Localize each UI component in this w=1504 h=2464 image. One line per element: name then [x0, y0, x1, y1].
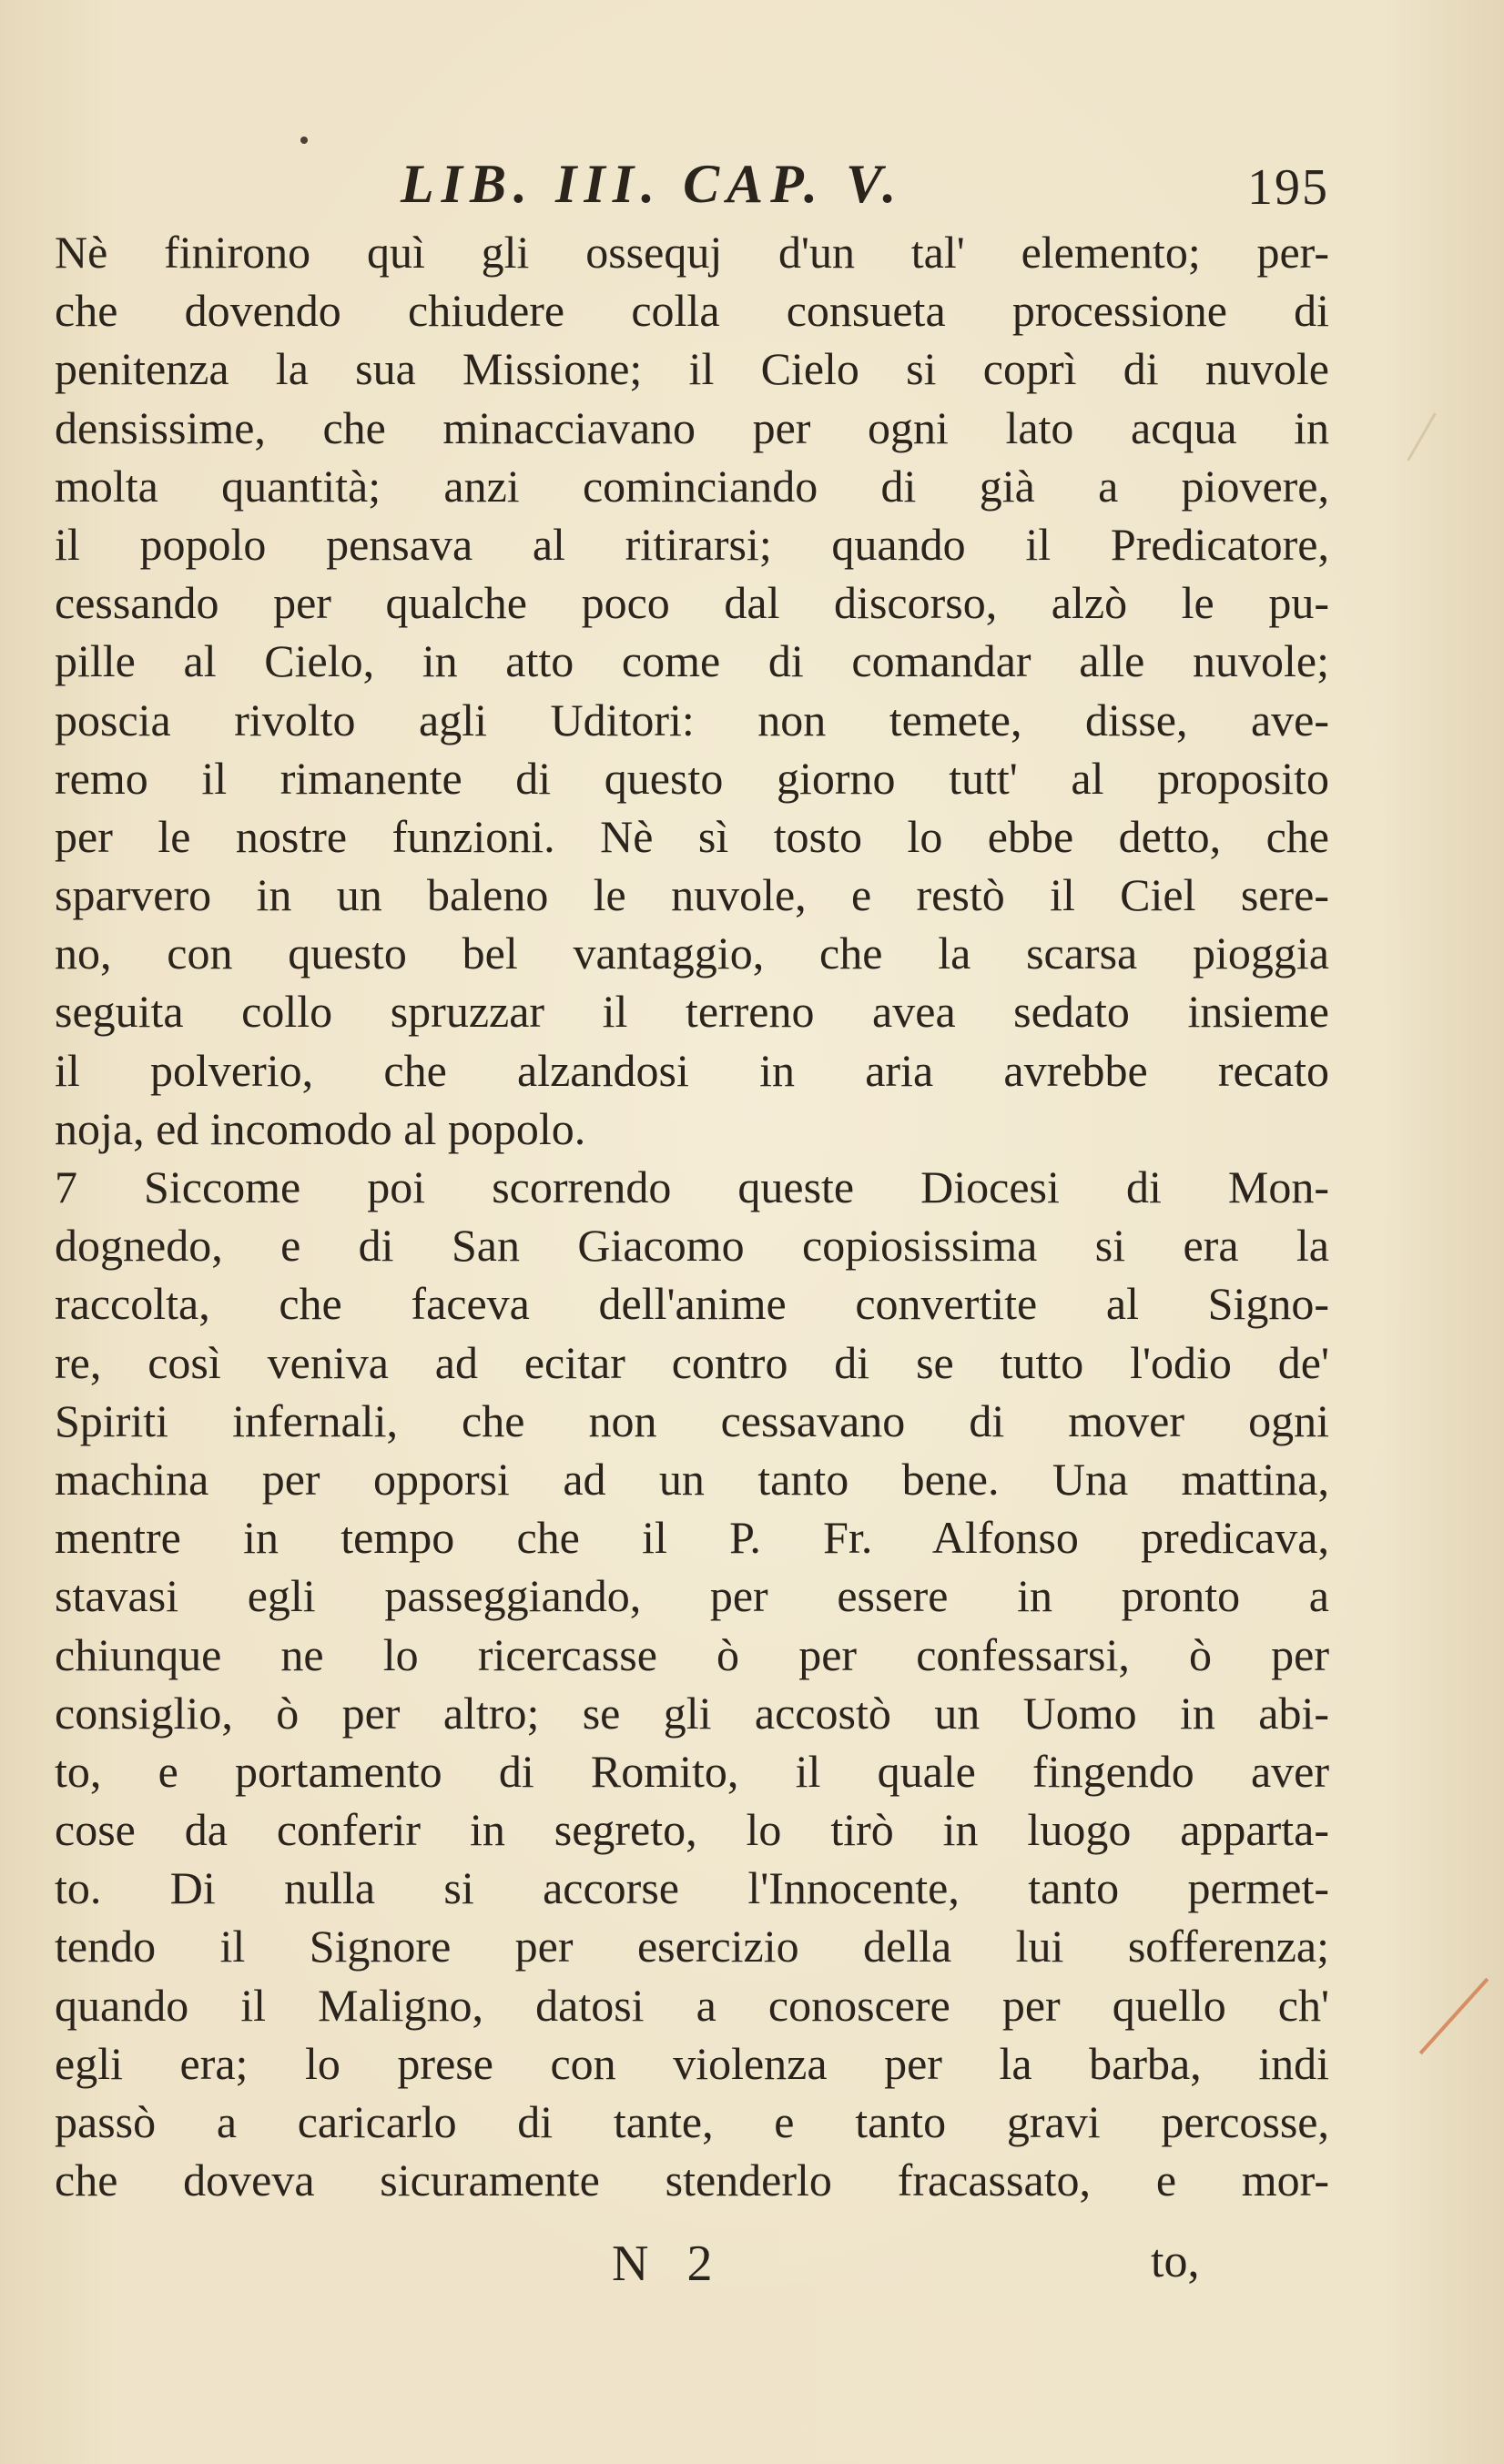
text-line: molta quantità; anzi cominciando di già a piovere, [55, 460, 1329, 512]
paper-mark [1407, 412, 1437, 461]
text-line: egli era; lo prese con violenza per la barba, indi [55, 2037, 1329, 2089]
text-line: tendo il Signore per esercizio della lui sofferenza; [55, 1921, 1329, 1972]
text-line: penitenza la sua Missione; il Cielo si coprì di nuvole [55, 343, 1329, 395]
text-line: Nè finirono quì gli ossequj d'un tal' elemento; per- [55, 227, 1329, 278]
text-line: Spiriti infernali, che non cessavano di mover ogni [55, 1394, 1329, 1446]
paragraph-start-line: 7 Siccome poi scorrendo queste Diocesi di Mon- [55, 1161, 1329, 1212]
text-line: raccolta, che faceva dell'anime convertite al Signo- [55, 1278, 1329, 1330]
text-line: machina per opporsi ad un tanto bene. Una mattina, [55, 1453, 1329, 1505]
body-text [55, 223, 1329, 2209]
text-line: che doveva sicuramente stenderlo fracassato, e mor- [55, 2155, 1329, 2206]
text-line: poscia rivolto agli Uditori: non temete, disse, ave- [55, 694, 1329, 745]
text-line: che dovendo chiudere colla consueta processione di [55, 285, 1329, 337]
text-line: densissime, che minacciavano per ogni lato acqua in [55, 401, 1329, 453]
text-line: seguita collo spruzzar il terreno avea sedato insieme [55, 986, 1329, 1038]
text-line: cessando per qualche poco dal discorso, alzò le pu- [55, 577, 1329, 629]
running-head [401, 153, 1357, 226]
page-number: 195 [1247, 159, 1329, 216]
text-line: pille al Cielo, in atto come di comandar alle nuvole; [55, 635, 1329, 687]
text-line: per le nostre funzioni. Nè sì tosto lo ebbe detto, che [55, 810, 1329, 862]
signature-mark: N 2 [612, 2236, 726, 2292]
text-line: to. Di nulla si accorse l'Innocente, tanto permet- [55, 1862, 1329, 1914]
text-line: stavasi egli passeggiando, per essere in pronto a [55, 1570, 1329, 1622]
text-line: mentre in tempo che il P. Fr. Alfonso predicava, [55, 1512, 1329, 1564]
text-line: consiglio, ò per altro; se gli accostò un Uomo in abi- [55, 1687, 1329, 1739]
text-line: passò a caricarlo di tante, e tanto gravi percosse, [55, 2096, 1329, 2147]
text-line: cose da conferir in segreto, lo tirò in luogo apparta- [55, 1804, 1329, 1856]
text-line: remo il rimanente di questo giorno tutt' al proposito [55, 752, 1329, 804]
catchword: to, [1151, 2236, 1200, 2287]
text-line: il polverio, che alzandosi in aria avrebbe recato [55, 1044, 1329, 1096]
text-line: no, con questo bel vantaggio, che la scarsa pioggia [55, 928, 1329, 979]
text-line: dognedo, e di San Giacomo copiosissima si era la [55, 1220, 1329, 1272]
text-line: chiunque ne lo ricercasse ò per confessarsi, ò per [55, 1628, 1329, 1680]
paragraph-end-line: noja, ed incomodo al popolo. [55, 1102, 586, 1154]
text-line: sparvero in un baleno le nuvole, e restò il Ciel sere- [55, 869, 1329, 921]
margin-pencil-mark [1419, 1978, 1489, 2054]
text-line: quando il Maligno, datosi a conoscere per quello ch' [55, 1979, 1329, 2031]
ink-dot [300, 137, 308, 144]
text-line: il popolo pensava al ritirarsi; quando il Predicatore, [55, 518, 1329, 570]
text-line: to, e portamento di Romito, il quale fingendo aver [55, 1745, 1329, 1797]
running-head-title: LIB. III. CAP. V. [401, 154, 904, 214]
text-line: re, così veniva ad ecitar contro di se tutto l'odio de' [55, 1336, 1329, 1388]
